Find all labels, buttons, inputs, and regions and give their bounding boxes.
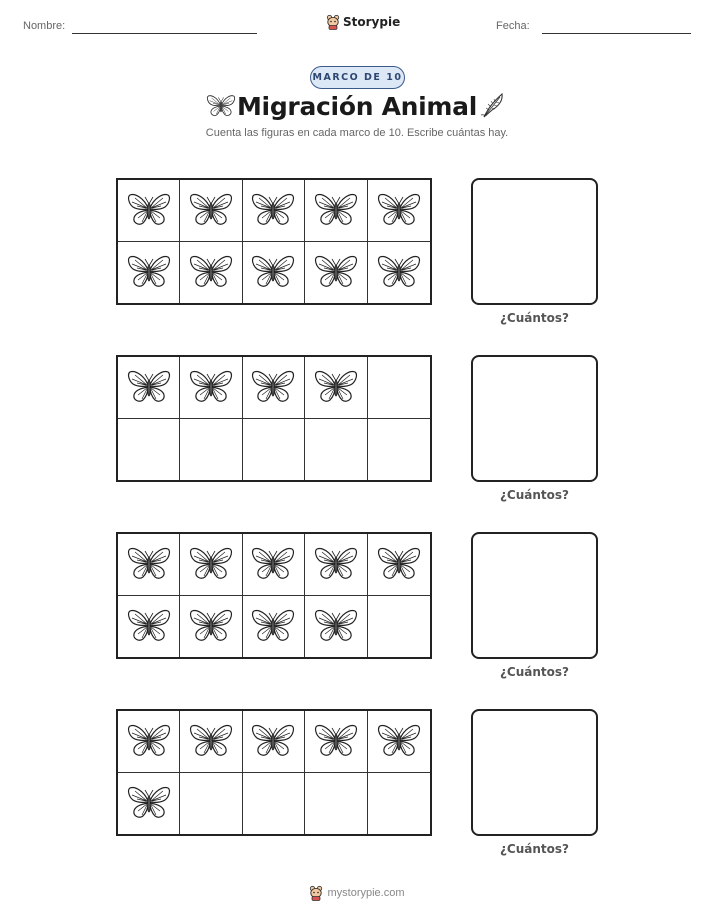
ten-frame-cell <box>243 711 305 773</box>
ten-frame-cell <box>118 596 180 658</box>
ten-frame-cell <box>118 180 180 242</box>
ten-frame-cell <box>180 711 242 773</box>
butterfly-icon <box>189 723 233 759</box>
instructions: Cuenta las figuras en cada marco de 10. Escribe cuántas hay. <box>205 127 509 139</box>
brand-name: Storypie <box>343 15 401 29</box>
ten-frame-cell <box>118 357 180 419</box>
butterfly-icon <box>251 192 295 228</box>
answer-label: ¿Cuántos? <box>499 311 570 325</box>
ten-frame-cell <box>305 711 367 773</box>
butterfly-icon <box>314 254 358 290</box>
butterfly-icon <box>377 254 421 290</box>
butterfly-icon <box>314 546 358 582</box>
ten-frame-1 <box>116 178 432 305</box>
name-write-line[interactable] <box>72 33 257 34</box>
ten-frame-2 <box>116 355 432 482</box>
ten-frame-cell <box>180 180 242 242</box>
ten-frame-cell <box>118 773 180 835</box>
ten-frame-cell <box>118 534 180 596</box>
ten-frame-cell <box>180 534 242 596</box>
ten-frame-cell <box>243 534 305 596</box>
ten-frame-cell <box>368 242 430 304</box>
ten-frame-cell <box>180 596 242 658</box>
butterfly-icon <box>189 369 233 405</box>
butterfly-icon <box>189 608 233 644</box>
ten-frame-cell <box>243 242 305 304</box>
ten-frame-cell <box>305 773 367 835</box>
butterfly-icon <box>127 192 171 228</box>
butterfly-icon <box>314 369 358 405</box>
worksheet-type-badge: MARCO DE 10 <box>310 66 405 89</box>
butterfly-icon <box>251 254 295 290</box>
date-label: Fecha: <box>496 20 530 32</box>
page-title: Migración Animal <box>236 92 477 121</box>
ten-frame-cell <box>305 596 367 658</box>
ten-frame-cell <box>243 180 305 242</box>
butterfly-icon <box>127 608 171 644</box>
butterfly-icon <box>251 546 295 582</box>
butterfly-icon <box>251 608 295 644</box>
answer-box-2[interactable] <box>471 355 598 482</box>
ten-frame-cell <box>243 596 305 658</box>
ten-frame-cell <box>180 357 242 419</box>
ten-frame-cell <box>305 419 367 481</box>
ten-frame-cell <box>118 711 180 773</box>
ten-frame-cell <box>305 242 367 304</box>
ten-frame-cell <box>118 419 180 481</box>
ten-frame-cell <box>368 596 430 658</box>
ten-frame-cell <box>305 180 367 242</box>
answer-label: ¿Cuántos? <box>499 842 570 856</box>
answer-box-1[interactable] <box>471 178 598 305</box>
ten-frame-cell <box>243 357 305 419</box>
butterfly-icon <box>127 723 171 759</box>
ten-frame-cell <box>118 242 180 304</box>
butterfly-icon <box>251 723 295 759</box>
name-label: Nombre: <box>23 20 66 32</box>
answer-label: ¿Cuántos? <box>499 488 570 502</box>
footer <box>0 885 714 901</box>
ten-frame-cell <box>368 419 430 481</box>
butterfly-icon <box>251 369 295 405</box>
ten-frame-cell <box>368 180 430 242</box>
feather-icon <box>480 91 506 119</box>
butterfly-icon <box>314 608 358 644</box>
butterfly-icon <box>189 254 233 290</box>
footer-url: mystorypie.com <box>327 887 405 899</box>
ten-frame-3 <box>116 532 432 659</box>
mascot-icon <box>326 14 340 30</box>
ten-frame-cell <box>243 419 305 481</box>
ten-frame-cell <box>305 357 367 419</box>
butterfly-icon <box>314 723 358 759</box>
ten-frame-cell <box>243 773 305 835</box>
date-write-line[interactable] <box>542 33 691 34</box>
butterfly-icon <box>127 254 171 290</box>
butterfly-icon <box>127 369 171 405</box>
mascot-icon <box>309 885 323 901</box>
butterfly-icon <box>377 546 421 582</box>
butterfly-icon <box>377 192 421 228</box>
ten-frame-cell <box>180 242 242 304</box>
butterfly-icon <box>314 192 358 228</box>
butterfly-icon <box>127 546 171 582</box>
butterfly-icon <box>377 723 421 759</box>
answer-label: ¿Cuántos? <box>499 665 570 679</box>
butterfly-icon <box>189 546 233 582</box>
ten-frame-cell <box>368 711 430 773</box>
butterfly-icon <box>189 192 233 228</box>
answer-box-4[interactable] <box>471 709 598 836</box>
ten-frame-4 <box>116 709 432 836</box>
ten-frame-cell <box>368 773 430 835</box>
ten-frame-cell <box>368 357 430 419</box>
ten-frame-cell <box>180 773 242 835</box>
brand-logo <box>326 14 400 30</box>
ten-frame-cell <box>368 534 430 596</box>
butterfly-icon <box>127 785 171 821</box>
ten-frame-cell <box>180 419 242 481</box>
answer-box-3[interactable] <box>471 532 598 659</box>
ten-frame-cell <box>305 534 367 596</box>
